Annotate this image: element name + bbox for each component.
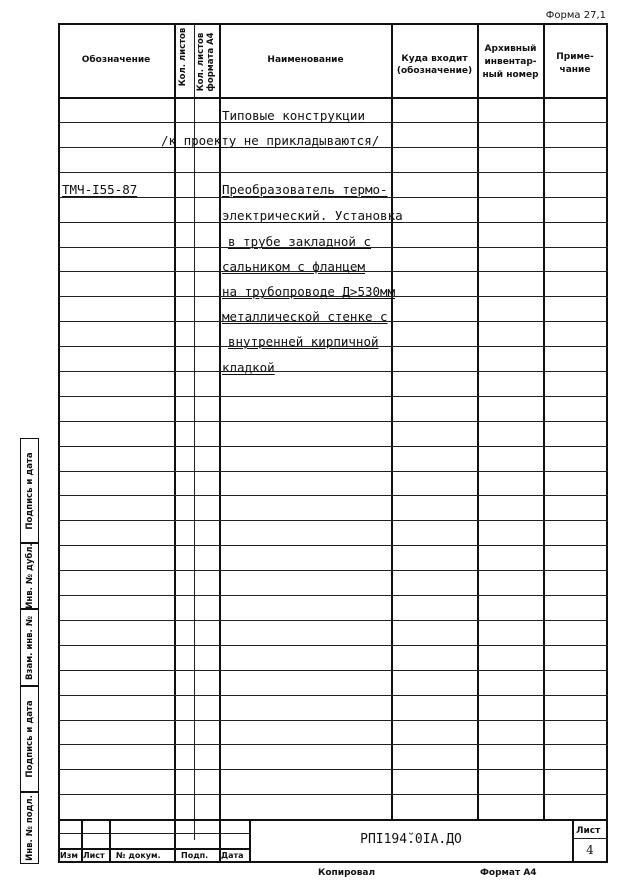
row-line xyxy=(58,595,608,596)
row-line xyxy=(58,769,608,770)
row-line xyxy=(58,645,608,646)
row-line xyxy=(58,570,608,571)
row-line xyxy=(58,197,608,198)
header-archive-3: ный номер xyxy=(482,70,539,80)
col-divider-a4 xyxy=(219,23,221,863)
sheet-label-line xyxy=(572,838,608,839)
row-line xyxy=(58,744,608,745)
row-3-designation: ТМЧ-I55-87 xyxy=(62,182,138,197)
title-col-sign-label: Подп. xyxy=(181,851,209,860)
header-sheets-a4: Кол. листов формата А4 xyxy=(196,32,216,92)
side-orig-inv: Инв. № подл. xyxy=(20,792,39,864)
side-sign-date-top: Подпись и дата xyxy=(20,438,39,543)
row-line xyxy=(58,794,608,795)
row-line xyxy=(58,720,608,721)
row-5-name: в трубе закладной с xyxy=(228,234,371,249)
title-col-docno-label: № докум. xyxy=(116,851,161,860)
row-6-name: сальником с фланцем xyxy=(222,259,365,274)
side-replace-inv: Взам. инв. № xyxy=(20,609,39,686)
row-line xyxy=(58,620,608,621)
row-line xyxy=(58,520,608,521)
footer-copied: Копировал xyxy=(318,868,376,878)
row-1-name: Типовые конструкции xyxy=(222,108,365,123)
row-9-name: внутренней кирпичной xyxy=(228,334,379,349)
header-note-1: Приме- xyxy=(556,52,594,62)
form-label: Форма 27,1 xyxy=(545,10,606,21)
title-col-change-label: Изм xyxy=(60,851,78,860)
header-bottom-line xyxy=(58,97,608,99)
row-line xyxy=(58,446,608,447)
header-name: Наименование xyxy=(267,55,344,65)
row-line xyxy=(58,396,608,397)
row-line xyxy=(58,421,608,422)
row-line xyxy=(58,371,608,372)
row-8-name: металлической стенке с xyxy=(222,309,388,324)
footer-format: Формат А4 xyxy=(480,868,537,878)
row-10-name: кладкой xyxy=(222,360,275,375)
row-2-name: /к проекту не прикладываются/ xyxy=(161,133,380,148)
col-divider-designation xyxy=(174,23,176,863)
row-4-name: электрический. Установка xyxy=(222,208,403,223)
header-note-2: чание xyxy=(559,65,591,75)
header-destination-1: Куда входит xyxy=(401,54,468,64)
header-designation: Обозначение xyxy=(81,55,151,65)
sheet-label: Лист xyxy=(576,826,601,836)
row-line xyxy=(58,172,608,173)
title-col-date-label: Дата xyxy=(221,851,244,860)
spec-table-frame xyxy=(58,23,608,863)
row-line xyxy=(58,471,608,472)
row-line xyxy=(58,695,608,696)
title-block-mid-line-1 xyxy=(58,833,249,834)
title-block-mid-line-2 xyxy=(58,848,249,850)
header-destination-2: (обозначение) xyxy=(396,66,473,76)
row-line xyxy=(58,545,608,546)
header-sheets-count: Кол. листов xyxy=(178,27,188,87)
side-sign-date-bottom: Подпись и дата xyxy=(20,686,39,792)
row-7-name: на трубопроводе Д>530мм xyxy=(222,284,396,299)
row-line xyxy=(58,495,608,496)
row-line xyxy=(58,670,608,671)
side-dup-inv: Инв. № дубл. xyxy=(20,543,39,609)
title-col-sheet xyxy=(109,819,111,863)
title-col-sheet-label: Лист xyxy=(83,851,105,860)
document-code: РПI194̆.0IА.ДО xyxy=(360,832,462,847)
header-archive-2: инвентар- xyxy=(484,57,537,67)
row-3-name: Преобразователь термо- xyxy=(222,182,388,197)
sheet-number: 4 xyxy=(586,843,594,857)
header-archive-1: Архивный xyxy=(484,44,537,54)
title-block-top-line xyxy=(58,819,608,821)
